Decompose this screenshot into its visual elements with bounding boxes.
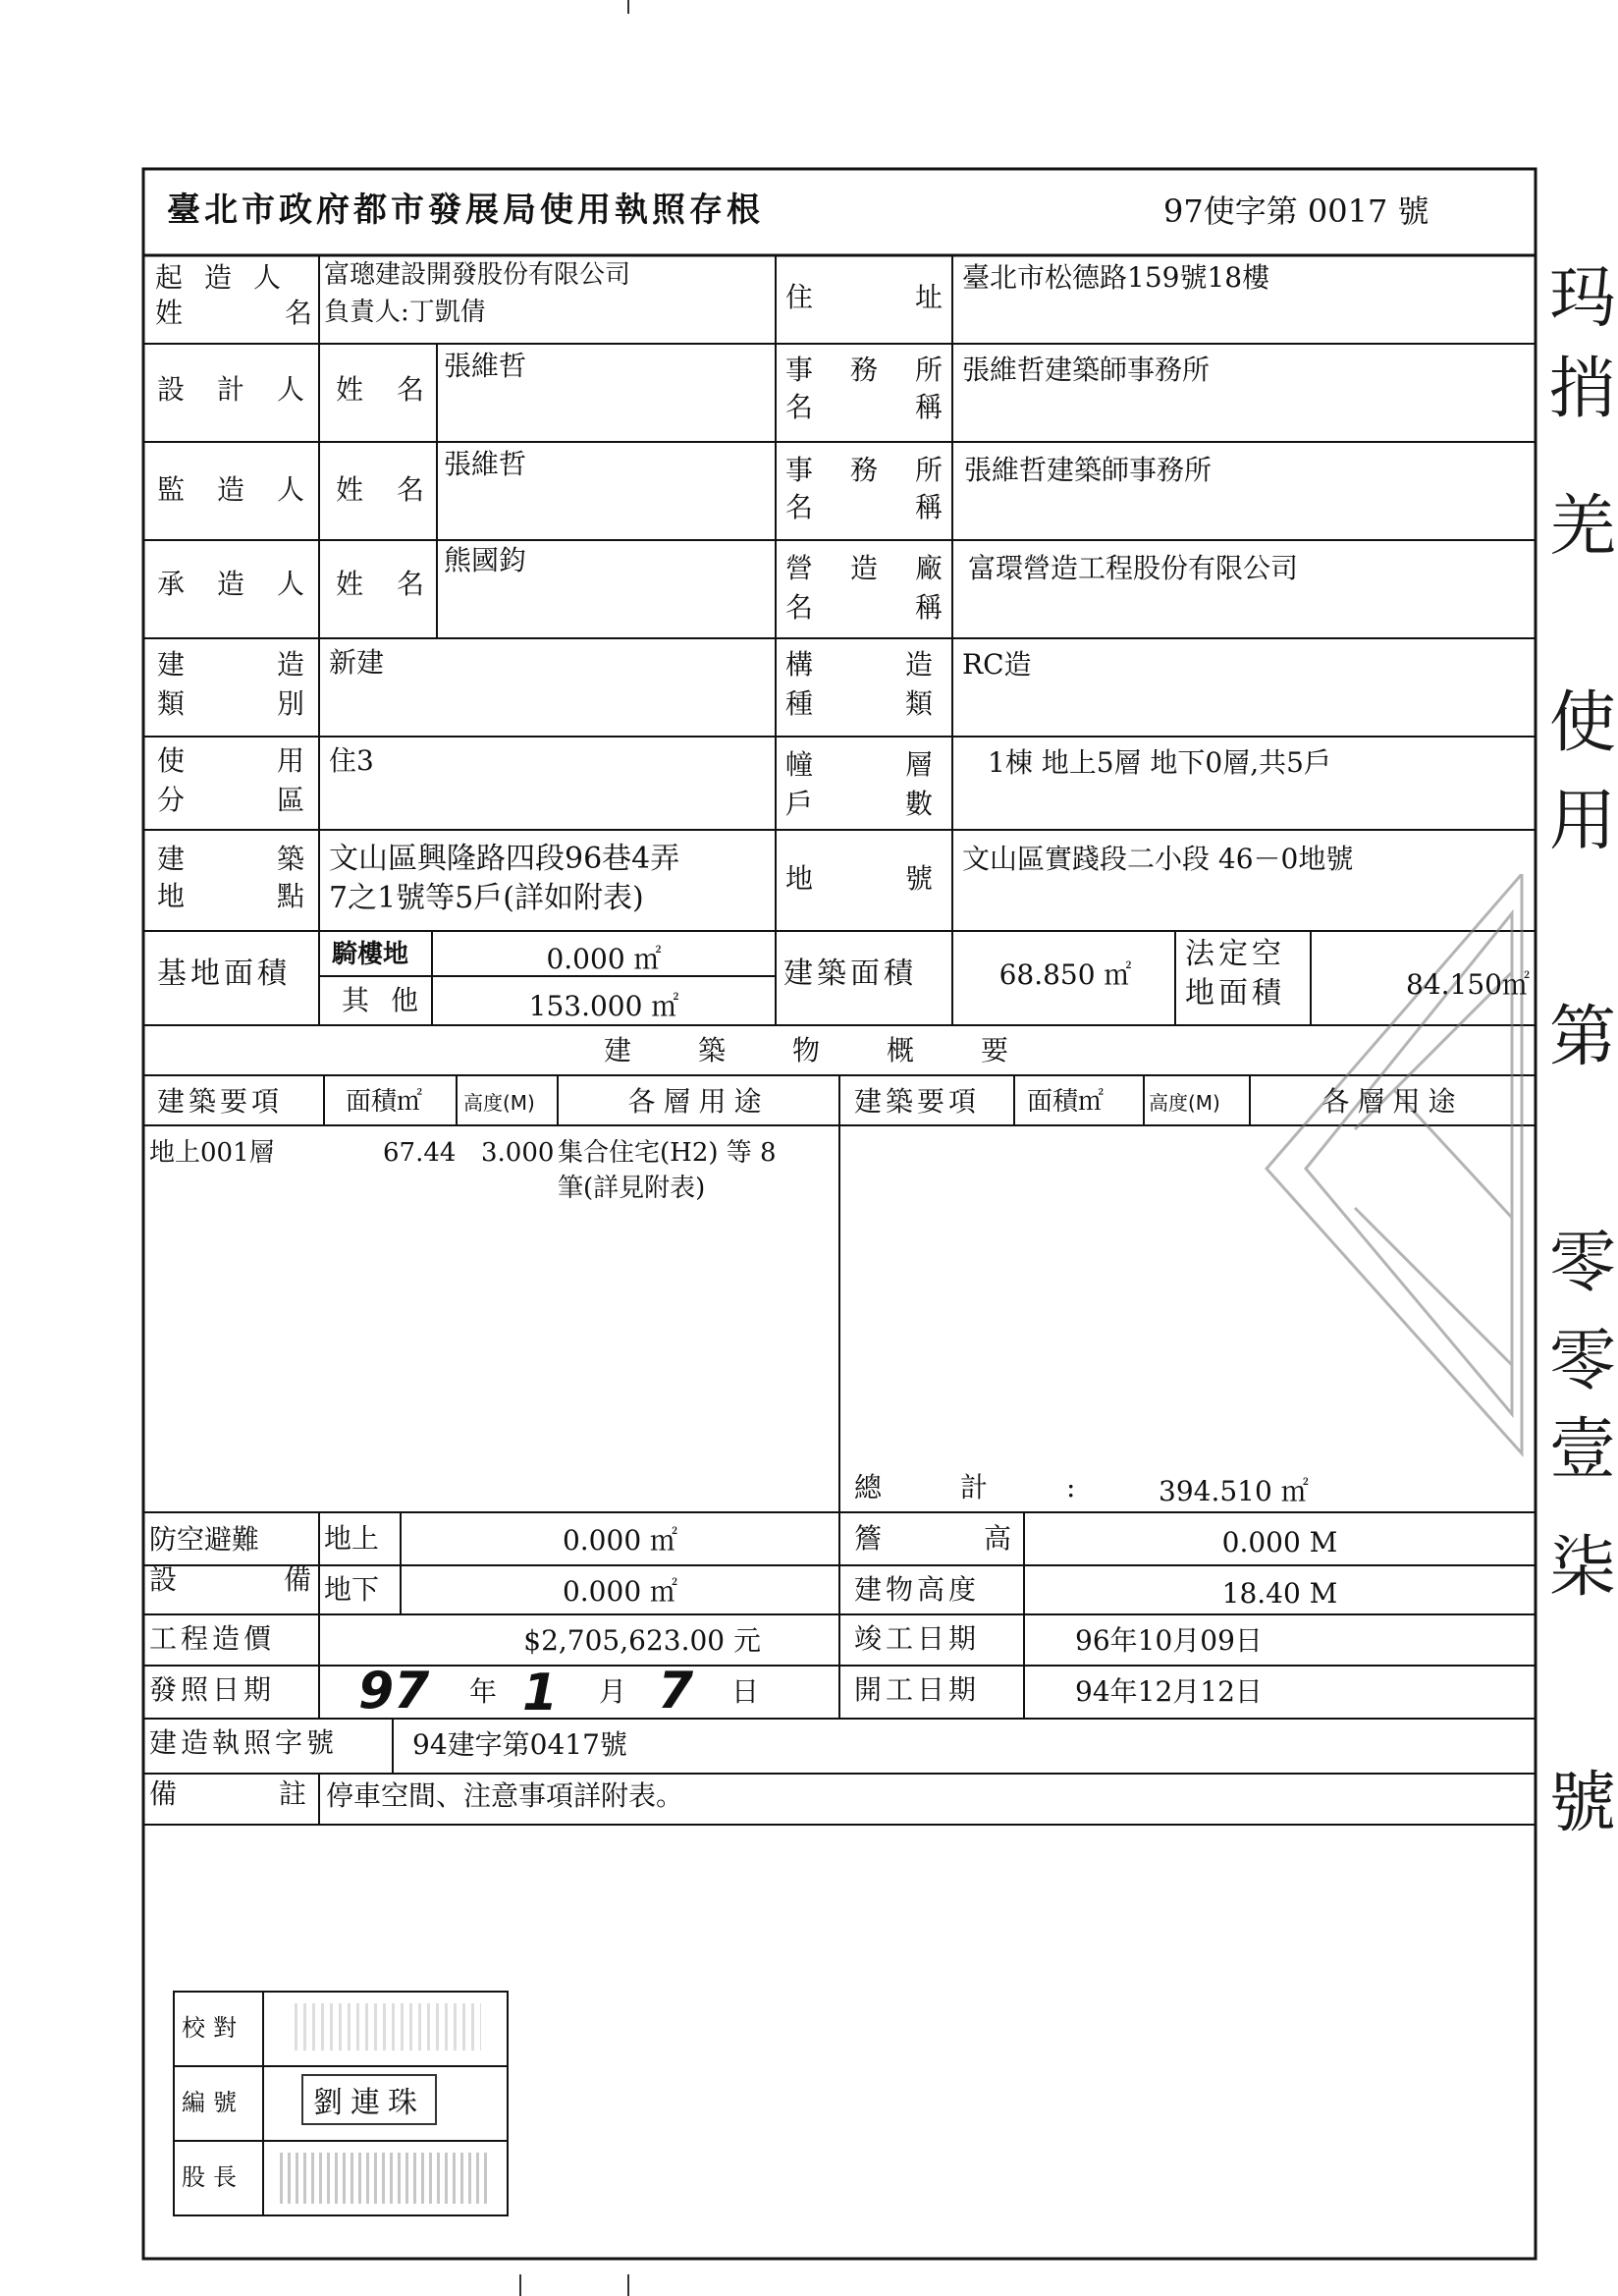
issue-year-unit: 年 bbox=[469, 1675, 498, 1708]
floor-row-use-2: 筆(詳見附表) bbox=[558, 1174, 706, 1203]
designer-label: 設計人 bbox=[157, 373, 304, 406]
check-label: 校對 bbox=[182, 2014, 244, 2042]
supervisor-name: 張維哲 bbox=[444, 448, 527, 480]
structure-type: RC造 bbox=[962, 648, 1032, 681]
zone-label: 使用 bbox=[157, 744, 304, 777]
lot-value: 文山區實踐段二小段 46－0地號 bbox=[962, 843, 1354, 875]
designer-office: 張維哲建築師事務所 bbox=[962, 354, 1211, 386]
site-label-2: 地點 bbox=[157, 880, 304, 912]
structure-label: 構造 bbox=[785, 648, 933, 681]
edge-char: 捎 bbox=[1549, 351, 1617, 428]
contractor-firm: 富環營造工程股份有限公司 bbox=[968, 552, 1299, 584]
chief-seal-imprint bbox=[280, 2153, 491, 2204]
designer-office-label-2: 名稱 bbox=[785, 391, 943, 423]
applicant-company: 富璁建設開發股份有限公司 bbox=[324, 260, 631, 290]
construction-type: 新建 bbox=[329, 646, 385, 679]
zone-label-2: 分區 bbox=[157, 784, 304, 816]
edge-char: 號 bbox=[1549, 1765, 1617, 1842]
units-label: 幢層 bbox=[785, 748, 933, 781]
applicant-representative: 負責人:丁凱倩 bbox=[324, 298, 486, 327]
lot-label: 地號 bbox=[785, 862, 933, 895]
supervisor-office: 張維哲建築師事務所 bbox=[964, 454, 1213, 486]
build-permit-value: 94建字第0417號 bbox=[412, 1728, 627, 1761]
issue-month-handwritten: 1 bbox=[522, 1664, 559, 1722]
edge-char: 第 bbox=[1549, 999, 1617, 1076]
supervisor-label: 監造人 bbox=[157, 473, 304, 506]
col-use-right: 各層用途 bbox=[1321, 1085, 1464, 1118]
applicant-address: 臺北市松德路159號18樓 bbox=[962, 261, 1270, 294]
structure-label-2: 種類 bbox=[785, 687, 933, 720]
floor-row-use-1: 集合住宅(H2) 等 8 bbox=[558, 1138, 777, 1168]
build-permit-label: 建造執照字號 bbox=[149, 1726, 339, 1759]
col-item-right: 建築要項 bbox=[854, 1085, 981, 1118]
number-stamp: 劉連珠 bbox=[301, 2074, 437, 2125]
address-label: 住址 bbox=[785, 281, 943, 313]
col-item-left: 建築要項 bbox=[157, 1085, 284, 1118]
edge-char: 零 bbox=[1549, 1225, 1617, 1302]
construction-type-label-2: 類別 bbox=[157, 687, 304, 720]
eave-label: 簷高 bbox=[854, 1522, 1011, 1555]
chief-label: 股長 bbox=[182, 2163, 244, 2191]
contractor-firm-label-2: 名稱 bbox=[785, 591, 943, 624]
start-date-label: 開工日期 bbox=[854, 1673, 981, 1706]
floor-row-name: 地上001層 bbox=[149, 1138, 275, 1168]
col-height-right: 高度(M) bbox=[1149, 1091, 1220, 1115]
issue-month-unit: 月 bbox=[599, 1675, 627, 1708]
construction-type-label: 建造 bbox=[157, 648, 304, 681]
other-value: 153.000 ㎡ bbox=[528, 990, 679, 1022]
arcade-value: 0.000 ㎡ bbox=[546, 943, 662, 975]
shelter-below-label: 地下 bbox=[324, 1573, 380, 1606]
edge-char: 玛 bbox=[1549, 260, 1617, 338]
cost-label: 工程造價 bbox=[149, 1622, 276, 1655]
shelter-label-2: 設備 bbox=[149, 1563, 311, 1596]
supervisor-name-label: 姓名 bbox=[336, 473, 424, 506]
cost-value: $2,705,623.00 元 bbox=[523, 1624, 761, 1657]
applicant-label-2: 姓名 bbox=[155, 297, 312, 329]
shelter-label: 防空避難 bbox=[149, 1523, 260, 1556]
units-value: 1棟 地上5層 地下0層,共5戶 bbox=[988, 746, 1331, 779]
site-label: 建築 bbox=[157, 843, 304, 875]
completion-label: 竣工日期 bbox=[854, 1622, 981, 1655]
issue-day-handwritten: 7 bbox=[658, 1662, 694, 1721]
edge-char: 零 bbox=[1549, 1323, 1617, 1400]
applicant-label: 起造人 bbox=[155, 261, 303, 294]
contractor-name: 熊國鈞 bbox=[444, 544, 527, 576]
contractor-firm-label: 營造廠 bbox=[785, 552, 943, 584]
supervisor-office-label-2: 名稱 bbox=[785, 491, 943, 523]
designer-name: 張維哲 bbox=[444, 350, 527, 382]
building-area-label: 建築面積 bbox=[783, 957, 917, 991]
col-area-right: 面積㎡ bbox=[1027, 1087, 1105, 1117]
edge-char: 羌 bbox=[1549, 488, 1617, 566]
supervisor-office-label: 事務所 bbox=[785, 454, 943, 486]
issue-year-handwritten: 97 bbox=[358, 1662, 430, 1721]
total-label: 總計: bbox=[854, 1471, 1155, 1503]
form-title: 臺北市政府都市發展局使用執照存根 bbox=[167, 191, 764, 230]
contractor-name-label: 姓名 bbox=[336, 568, 424, 600]
summary-title: 建築物概要 bbox=[603, 1034, 1075, 1066]
col-area-left: 面積㎡ bbox=[346, 1087, 423, 1117]
edge-char: 使 bbox=[1549, 684, 1617, 762]
building-height-label: 建物高度 bbox=[854, 1573, 981, 1606]
shelter-above-value: 0.000 ㎡ bbox=[562, 1524, 678, 1557]
col-use-left: 各層用途 bbox=[627, 1085, 770, 1118]
col-height-left: 高度(M) bbox=[463, 1091, 535, 1115]
contractor-label: 承造人 bbox=[157, 568, 304, 600]
floor-row-height: 3.000 bbox=[481, 1138, 555, 1168]
issue-day-unit: 日 bbox=[731, 1675, 760, 1708]
start-date-value: 94年12月12日 bbox=[1075, 1675, 1263, 1708]
zone-value: 住3 bbox=[329, 744, 374, 777]
shelter-below-value: 0.000 ㎡ bbox=[562, 1575, 678, 1608]
edge-char: 柒 bbox=[1549, 1529, 1617, 1607]
site-address-line1: 文山區興隆路四段96巷4弄 bbox=[329, 842, 680, 876]
site-address-line2: 7之1號等5戶(詳如附表) bbox=[329, 881, 644, 915]
building-height-value: 18.40 M bbox=[1221, 1577, 1338, 1610]
open-space-label-2: 地面積 bbox=[1185, 976, 1285, 1011]
floor-row-area: 67.44 bbox=[383, 1138, 457, 1168]
designer-office-label: 事務所 bbox=[785, 354, 943, 386]
site-area-label: 基地面積 bbox=[157, 957, 291, 991]
units-label-2: 戶數 bbox=[785, 788, 933, 820]
building-area: 68.850 ㎡ bbox=[998, 958, 1132, 991]
check-seal-imprint bbox=[295, 2003, 481, 2050]
designer-name-label: 姓名 bbox=[336, 373, 424, 406]
arcade-label: 騎樓地 bbox=[332, 940, 409, 969]
number-label: 編號 bbox=[182, 2089, 244, 2116]
open-space-label: 法定空 bbox=[1185, 937, 1285, 971]
edge-char: 用 bbox=[1549, 783, 1617, 860]
remarks-label: 備註 bbox=[149, 1777, 306, 1810]
remarks-value: 停車空間、注意事項詳附表。 bbox=[326, 1779, 684, 1812]
eave-value: 0.000 M bbox=[1221, 1526, 1338, 1558]
other-label: 其他 bbox=[342, 984, 441, 1016]
edge-char: 壹 bbox=[1549, 1411, 1617, 1489]
open-space-value: 84.150㎡ bbox=[1406, 968, 1530, 1001]
total-value: 394.510 ㎡ bbox=[1159, 1475, 1309, 1507]
shelter-above-label: 地上 bbox=[324, 1522, 380, 1555]
permit-number: 97使字第 0017 號 bbox=[1163, 192, 1429, 230]
completion-value: 96年10月09日 bbox=[1075, 1624, 1263, 1657]
issue-date-label: 發照日期 bbox=[149, 1673, 276, 1706]
